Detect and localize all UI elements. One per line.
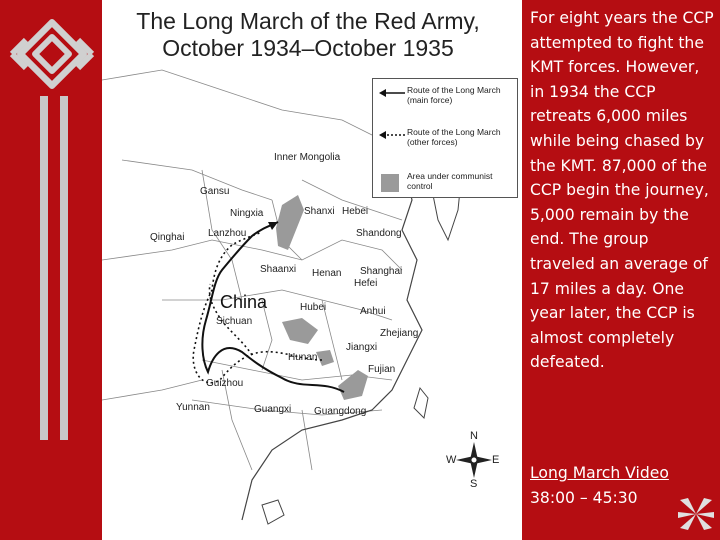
place-label: Guangxi	[254, 404, 292, 415]
communist-area-shaanxi	[276, 195, 304, 250]
long-march-map	[102, 0, 522, 540]
place-label: Guangdong	[314, 406, 367, 417]
video-time-range: 38:00 – 45:30	[530, 489, 638, 507]
compass-north-label: N	[470, 430, 478, 442]
legend-other-route: Route of the Long March (other forces)	[407, 127, 501, 147]
legend-communist-area: Area under communist control	[407, 171, 493, 191]
decorative-pillar	[60, 96, 68, 440]
hainan-island	[262, 500, 284, 524]
endless-knot-icon	[6, 8, 98, 100]
place-label: Hebei	[342, 206, 369, 217]
place-label: Gansu	[200, 186, 230, 197]
place-label: Qinghai	[150, 232, 185, 243]
legend-main-route: Route of the Long March (main force)	[407, 85, 501, 105]
place-label: Fujian	[368, 364, 396, 375]
map-legend	[372, 78, 518, 198]
left-decorative-band	[0, 0, 102, 540]
communist-area-swatch	[381, 174, 399, 192]
communist-area-hunan	[316, 350, 334, 366]
place-label: Shanghai	[360, 266, 403, 277]
communist-area-jiangxi	[338, 370, 368, 400]
place-label: Ningxia	[230, 208, 264, 219]
map-title-line1: The Long March of the Red Army,	[136, 8, 480, 34]
other-route-legend-icon	[379, 131, 405, 139]
flower-ornament-icon	[676, 494, 716, 534]
country-label: China	[220, 292, 268, 312]
place-label: Lanzhou	[208, 228, 247, 239]
communist-area-hubei	[282, 318, 318, 344]
place-label: Guizhou	[206, 378, 244, 389]
map-title-line2: October 1934–October 1935	[162, 35, 454, 61]
main-route-legend-icon	[379, 89, 405, 97]
place-label: Henan	[312, 268, 342, 279]
place-label: Zhejiang	[380, 328, 419, 339]
long-march-video-link[interactable]: Long March Video	[530, 464, 669, 482]
map-title	[102, 8, 514, 62]
place-label: Jiangxi	[346, 342, 378, 353]
place-label: Hubei	[300, 302, 327, 313]
place-label: Yunnan	[176, 402, 210, 413]
place-label: Sichuan	[216, 316, 253, 327]
slide-body-text: For eight years the CCP attempted to fight the KMT forces. However, in 1934 the CCP retreats 6,000 miles while being chased by the KMT. 87,000 of the CCP begin the journey, 5,000 remain by the end. The group traveled an average of 17 miles a day. One year later, the CCP is almost completely defeated.	[530, 9, 714, 372]
place-label: Inner Mongolia	[274, 152, 341, 163]
place-label: Hunan	[288, 352, 318, 363]
place-label: Shandong	[356, 228, 402, 239]
decorative-pillar	[40, 96, 48, 440]
place-label: Hefei	[354, 278, 378, 289]
place-label: Shanxi	[304, 206, 335, 217]
compass-west-label: W	[446, 454, 457, 466]
compass-east-label: E	[492, 454, 500, 466]
place-label: Anhui	[360, 306, 386, 317]
communist-areas	[276, 195, 368, 400]
compass-south-label: S	[470, 478, 478, 490]
place-label: Shaanxi	[260, 264, 297, 275]
